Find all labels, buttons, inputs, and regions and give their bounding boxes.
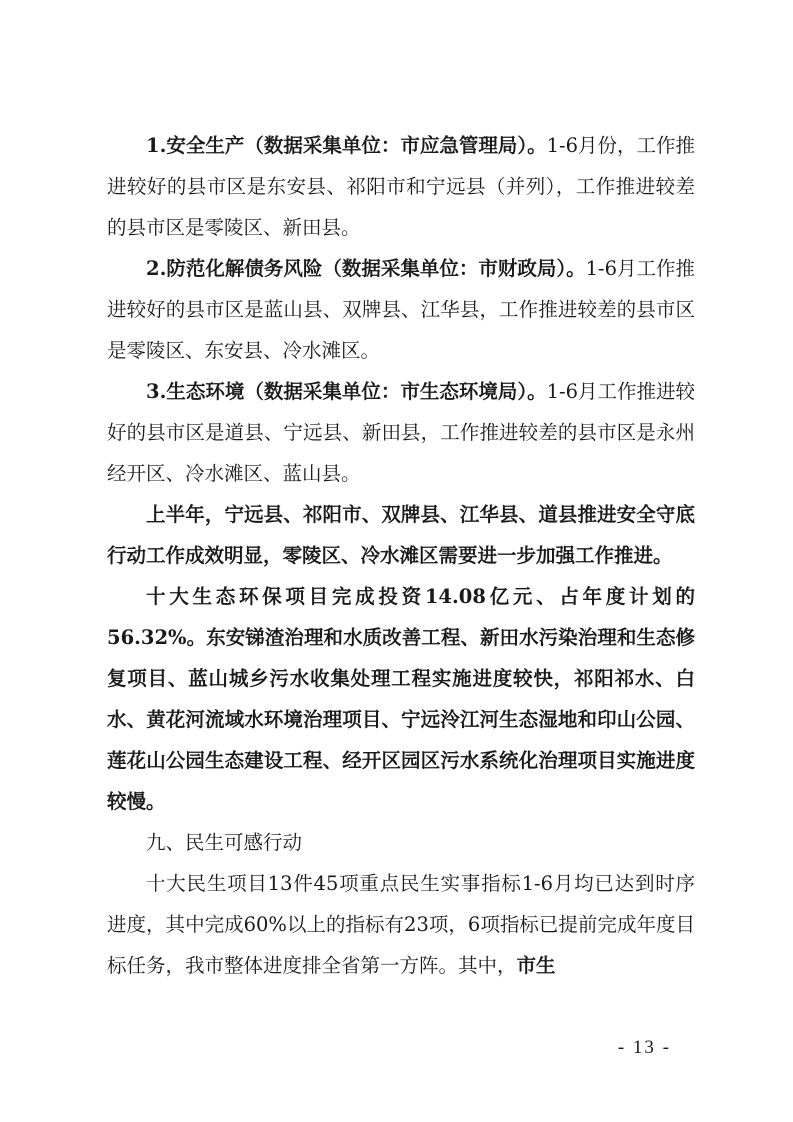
paragraph-lead-ecology: 3.生态环境（数据采集单位：市生态环境局）。	[146, 380, 547, 403]
section-heading-livelihood: 九、民生可感行动	[146, 831, 303, 854]
paragraph-livelihood-projects	[107, 863, 695, 986]
paragraph-lead-safety: 1.安全生产（数据采集单位：市应急管理局）。	[146, 134, 547, 157]
paragraph-lead-debt: 2.防范化解债务风险（数据采集单位：市财政局）。	[146, 257, 586, 280]
paragraph-eco-projects: 十大生态环保项目完成投资14.08亿元、占年度计划的56.32%。东安锑渣治理和水质改善工程、新田水污染治理和生态修复项目、蓝山城乡污水收集处理工程实施进度较快，祁阳祁水、白水、黄花河流域水环境治理项目、宁远泠江河生态湿地和印山公园、莲花山公园生态建设工程、经开区园区污水系统化治理项目实施进度较慢。	[107, 585, 695, 813]
paragraph-debt-risk	[107, 248, 695, 371]
paragraph-body-debt: 1-6月工作推进较好的县市区是蓝山县、双牌县、江华县，工作推进较差的县市区是零陵区、东安县、冷水滩区。	[107, 257, 696, 362]
paragraph-body-safety: 1-6月份，工作推进较好的县市区是东安县、祁阳市和宁远县（并列），工作推进较差的县市区是零陵区、新田县。	[107, 134, 696, 239]
paragraph-half-year-summary: 上半年，宁远县、祁阳市、双牌县、江华县、道县推进安全守底行动工作成效明显，零陵区、冷水滩区需要进一步加强工作推进。	[107, 503, 695, 567]
paragraph-ecology	[107, 371, 695, 494]
paragraph-safety-production	[107, 125, 695, 248]
paragraph-body-livelihood: 十大民生项目13件45项重点民生实事指标1-6月均已达到时序进度，其中完成60%以上的指标有23项，6项指标已提前完成年度目标任务，我市整体进度排全省第一方阵。其中，	[107, 872, 695, 977]
paragraph-body-ecology: 1-6月工作推进较好的县市区是道县、宁远县、新田县，工作推进较差的县市区是永州经开区、冷水滩区、蓝山县。	[107, 380, 696, 485]
page-number: - 13 -	[617, 1037, 671, 1058]
paragraph-tail-livelihood: 市生	[516, 954, 556, 977]
document-page	[107, 125, 695, 986]
